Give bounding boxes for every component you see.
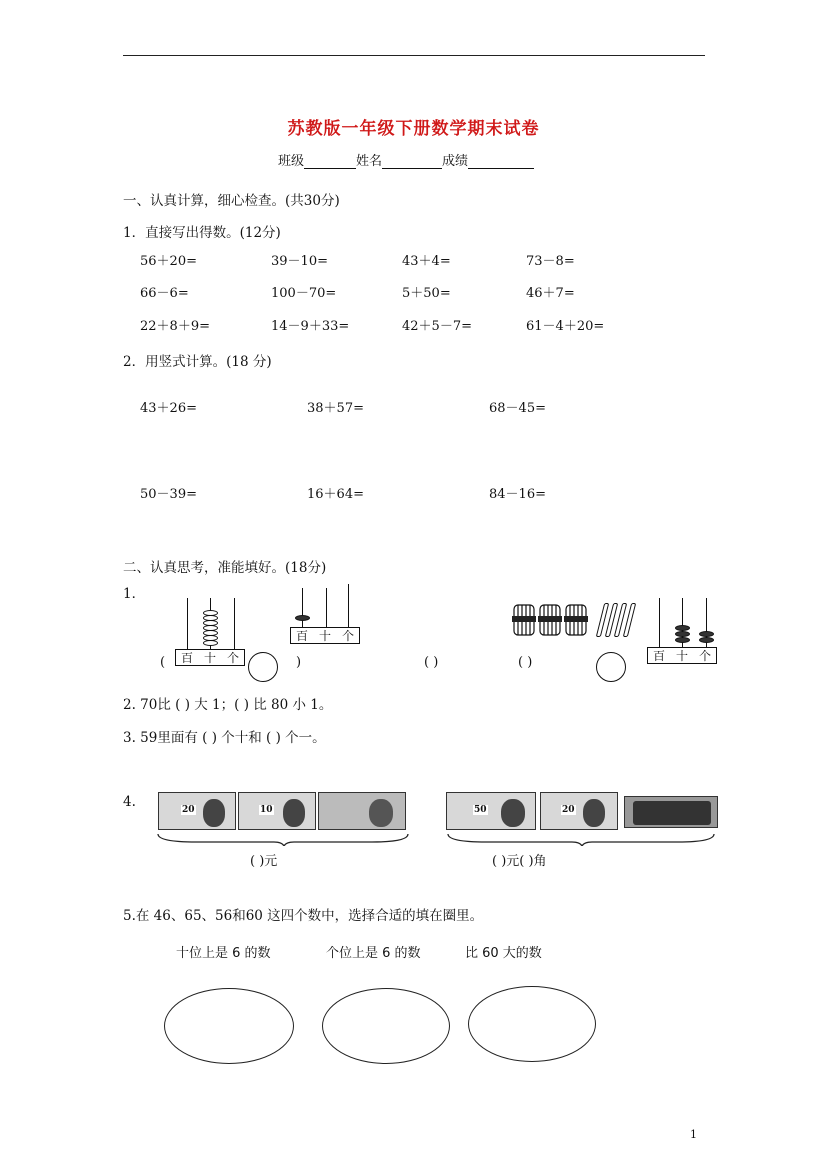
- name-blank[interactable]: [382, 154, 442, 169]
- calc-item: 14－9＋33=: [271, 319, 350, 334]
- banknote: 50: [446, 792, 536, 830]
- circle-label-tens-six: 十位上是 6 的数: [176, 946, 271, 961]
- class-blank[interactable]: [304, 154, 356, 169]
- answer-yuan[interactable]: ( )元: [250, 854, 278, 869]
- ones-label: 个: [698, 649, 711, 663]
- banknote: 10: [238, 792, 316, 830]
- bundle-of-ten: [538, 603, 562, 637]
- section1-heading: 一、认真计算，细心检查。(共30分): [123, 193, 340, 209]
- answer-paren[interactable]: ( ): [424, 655, 439, 670]
- vertical-calc-item: 50－39=: [140, 487, 197, 502]
- score-blank[interactable]: [468, 154, 534, 169]
- jiao-note: [624, 796, 718, 828]
- student-info-line: [278, 150, 534, 169]
- brace-right: [446, 832, 718, 846]
- s2-q4-label: 4.: [123, 794, 136, 810]
- calc-item: 61－4＋20=: [526, 319, 605, 334]
- vertical-calc-item: 43＋26=: [140, 401, 197, 416]
- calc-item: 42＋5－7=: [402, 319, 472, 334]
- tens-label: 十: [203, 651, 216, 665]
- vertical-calc-item: 16＋64=: [307, 487, 364, 502]
- ones-label: 个: [341, 629, 354, 643]
- section2-heading: 二、认真思考，准能填好。(18分): [123, 560, 327, 576]
- banknote: 20: [158, 792, 236, 830]
- page-number: 1: [690, 1128, 697, 1141]
- s2-q1-label: 1．: [123, 586, 146, 602]
- coin-note: [318, 792, 406, 830]
- circle-label-ones-six: 个位上是 6 的数: [326, 946, 421, 961]
- tens-label: 十: [675, 649, 688, 663]
- compare-circle[interactable]: [248, 652, 278, 682]
- name-label: 姓名: [356, 154, 383, 169]
- ones-label: 个: [226, 651, 239, 665]
- place-value-board: [290, 627, 360, 644]
- answer-circle-ones-six[interactable]: [322, 988, 450, 1064]
- s2-q2: 2. 70比 ( ) 大 1；( ) 比 80 小 1。: [123, 697, 333, 713]
- bundle-of-ten: [512, 603, 536, 637]
- calc-item: 39－10=: [271, 254, 328, 269]
- vertical-calc-item: 84－16=: [489, 487, 546, 502]
- answer-circle-tens-six[interactable]: [164, 988, 294, 1064]
- paren-left: (: [160, 655, 166, 670]
- calc-item: 66－6=: [140, 286, 189, 301]
- paren-right: ): [296, 655, 302, 670]
- class-label: 班级: [278, 154, 305, 169]
- tens-label: 十: [318, 629, 331, 643]
- calc-item: 5＋50=: [402, 286, 451, 301]
- hundreds-label: 百: [180, 651, 193, 665]
- top-rule: [123, 55, 705, 56]
- page-title: 苏教版一年级下册数学期末试卷: [287, 119, 540, 139]
- calc-item: 56＋20=: [140, 254, 197, 269]
- q1-label: 1．直接写出得数。(12分): [123, 225, 281, 241]
- calc-item: 22＋8＋9=: [140, 319, 210, 334]
- circle-label-greater-sixty: 比 60 大的数: [465, 946, 542, 961]
- s2-q5-label: 5.在 46、65、56和60 这四个数中，选择合适的填在圈里。: [123, 908, 484, 924]
- calc-item: 100－70=: [271, 286, 337, 301]
- calc-item: 73－8=: [526, 254, 575, 269]
- answer-paren[interactable]: ( ): [518, 655, 533, 670]
- brace-left: [156, 832, 412, 846]
- place-value-board: [647, 647, 717, 664]
- vertical-calc-item: 68－45=: [489, 401, 546, 416]
- vertical-calc-item: 38＋57=: [307, 401, 364, 416]
- hundreds-label: 百: [652, 649, 665, 663]
- place-value-board: [175, 649, 245, 666]
- calc-item: 46＋7=: [526, 286, 575, 301]
- s2-q3: 3. 59里面有 ( ) 个十和 ( ) 个一。: [123, 730, 326, 746]
- calc-item: 43＋4=: [402, 254, 451, 269]
- answer-yuan-jiao[interactable]: ( )元( )角: [492, 854, 547, 869]
- banknote: 20: [540, 792, 618, 830]
- q2-label: 2．用竖式计算。(18 分): [123, 354, 272, 370]
- compare-circle[interactable]: [596, 652, 626, 682]
- bundle-of-ten: [564, 603, 588, 637]
- hundreds-label: 百: [295, 629, 308, 643]
- answer-circle-greater-sixty[interactable]: [468, 986, 596, 1062]
- score-label: 成绩: [442, 154, 469, 169]
